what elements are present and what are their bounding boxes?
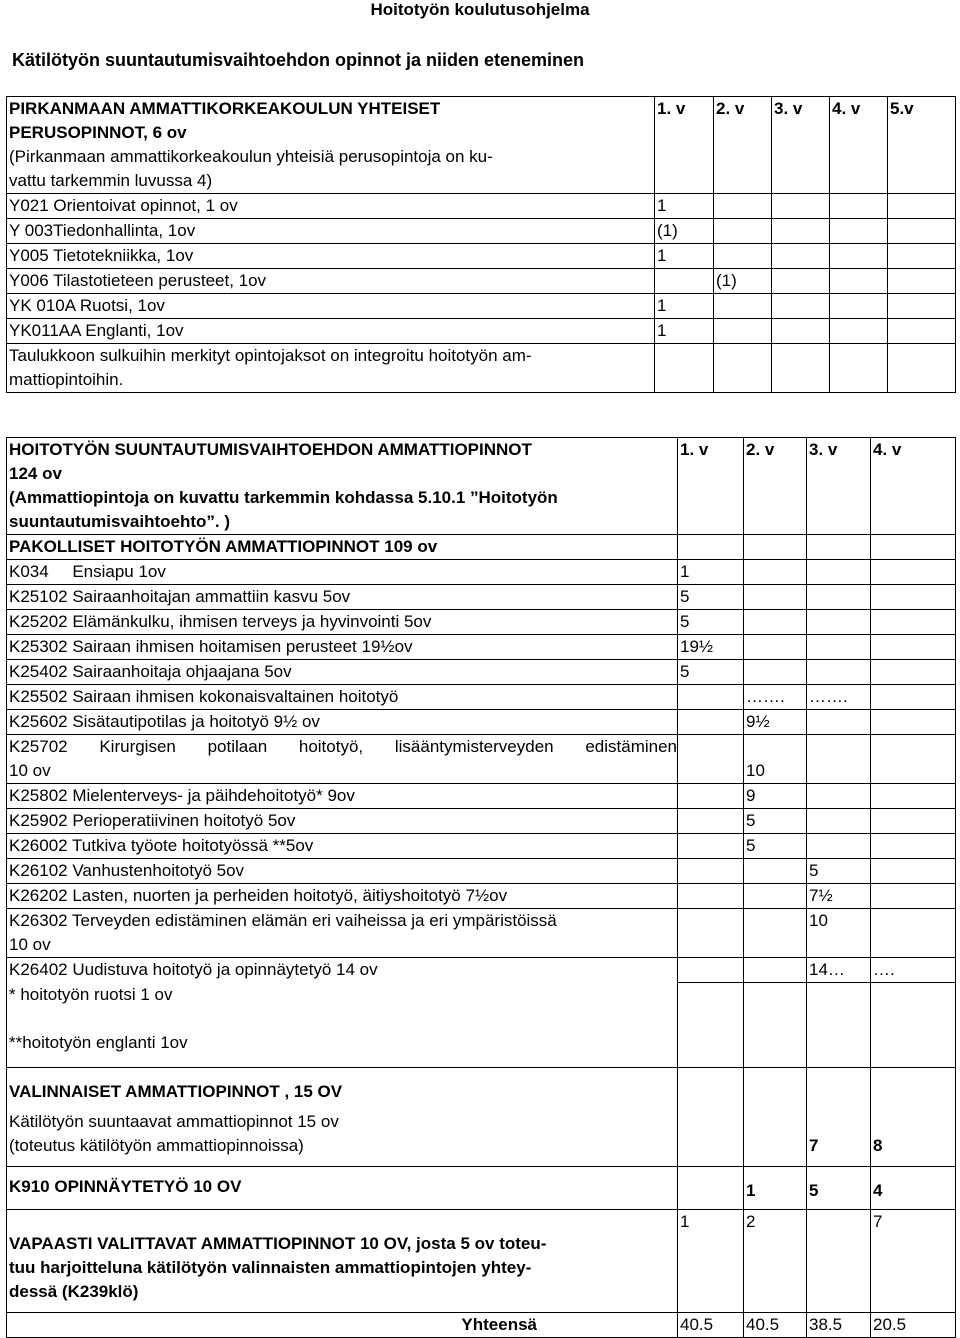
elective-line: Kätilötyön suuntaavat ammattiopinnot 15 ov: [9, 1111, 339, 1131]
year-cell: [678, 958, 744, 983]
year-cell: [807, 535, 871, 560]
table-row: [7, 244, 956, 269]
heading-line: suuntautumisvaihtoehto”. ): [9, 512, 230, 531]
heading-line: PERUSOPINNOT, 6 ov: [9, 123, 187, 142]
year-cell: [871, 983, 956, 1068]
year-cell: [714, 294, 772, 319]
year-cell: [830, 344, 888, 393]
year-cell: [655, 269, 714, 294]
year-cell: 5: [678, 585, 744, 610]
heading-line: 124 ov: [9, 464, 62, 483]
year-cell: 14…: [807, 958, 871, 983]
year-cell: [678, 685, 744, 710]
year-cell: 10: [807, 909, 871, 958]
year-cell: [772, 269, 830, 294]
year-cell: [807, 1209, 871, 1312]
total-cell: 40.5: [744, 1312, 807, 1337]
course-name: Y021 Orientoivat opinnot, 1 ov: [7, 194, 655, 219]
table-row: [7, 194, 956, 219]
year-cell: [714, 194, 772, 219]
course-name: K25402 Sairaanhoitaja ohjaajana 5ov: [7, 660, 678, 685]
year-cell: [744, 884, 807, 909]
year-cell: 4: [871, 1166, 956, 1209]
course-name: K25802 Mielenterveys- ja päihdehoitotyö* 9ov: [7, 784, 678, 809]
year-cell: [830, 269, 888, 294]
course-name: K25202 Elämänkulku, ihmisen terveys ja hyvinvointi 5ov: [7, 610, 678, 635]
course-line: 10 ov: [9, 761, 51, 780]
year-cell: [807, 585, 871, 610]
course-name: K26002 Tutkiva työote hoitotyössä **5ov: [7, 834, 678, 859]
year-cell: [871, 660, 956, 685]
year-cell: ….: [871, 958, 956, 983]
year-header: 1. v: [655, 97, 714, 194]
year-cell: [871, 859, 956, 884]
year-cell: [678, 784, 744, 809]
table-note: [7, 344, 655, 393]
year-cell: [871, 809, 956, 834]
year-cell: [744, 610, 807, 635]
heading-line: HOITOTYÖN SUUNTAUTUMISVAIHTOEHDON AMMATTIOPINNOT: [9, 440, 532, 459]
year-cell: …….: [744, 685, 807, 710]
year-cell: [714, 344, 772, 393]
footnote-line: * hoitotyön ruotsi 1 ov: [9, 984, 173, 1004]
year-cell: [871, 685, 956, 710]
document-subtitle: Kätilötyön suuntautumisvaihtoehdon opinnot ja niiden eteneminen: [12, 50, 585, 70]
year-cell: [807, 784, 871, 809]
note-line: mattiopintoihin.: [9, 370, 124, 389]
year-cell: [744, 1067, 807, 1166]
year-cell: [871, 635, 956, 660]
elective-heading: VALINNAISET AMMATTIOPINNOT , 15 OV: [9, 1081, 343, 1101]
footnote: [7, 983, 678, 1068]
document-title: Hoitotyön koulutusohjelma: [370, 0, 590, 19]
year-cell: [772, 244, 830, 269]
table-row: [7, 294, 956, 319]
year-cell: …….: [807, 685, 871, 710]
year-cell: [830, 294, 888, 319]
year-header: 2. v: [744, 438, 807, 535]
year-header: 3. v: [807, 438, 871, 535]
year-cell: 7: [807, 1067, 871, 1166]
table-row: [7, 319, 956, 344]
year-cell: 5: [744, 809, 807, 834]
year-cell: [830, 319, 888, 344]
year-header: 4. v: [830, 97, 888, 194]
year-cell: [888, 319, 956, 344]
course-name: K25302 Sairaan ihmisen hoitamisen perusteet 19½ov: [7, 635, 678, 660]
spacer: [9, 1007, 677, 1031]
year-cell: 1: [655, 294, 714, 319]
year-header: 5.v: [888, 97, 956, 194]
year-cell: 5: [807, 1166, 871, 1209]
table-row: [7, 344, 956, 393]
course-name: [7, 909, 678, 958]
year-cell: 9½: [744, 710, 807, 735]
free-line: tuu harjoitteluna kätilötyön valinnaisten ammattiopintojen yhtey-: [9, 1257, 532, 1277]
year-cell: [871, 909, 956, 958]
year-header: 4. v: [871, 438, 956, 535]
year-cell: 1: [655, 194, 714, 219]
course-line: K26302 Terveyden edistäminen elämän eri vaiheissa ja eri ympäristöissä: [9, 911, 557, 930]
total-label: Yhteensä: [7, 1312, 678, 1337]
year-cell: 7½: [807, 884, 871, 909]
year-cell: [678, 909, 744, 958]
year-cell: [714, 219, 772, 244]
year-cell: [807, 660, 871, 685]
course-name: K034 Ensiapu 1ov: [7, 560, 678, 585]
year-cell: 1: [655, 319, 714, 344]
spacer: [9, 1210, 677, 1232]
year-cell: [830, 194, 888, 219]
course-name: K25602 Sisätautipotilas ja hoitotyö 9½ ov: [7, 710, 678, 735]
course-name: Y006 Tilastotieteen perusteet, 1ov: [7, 269, 655, 294]
year-cell: 8: [871, 1067, 956, 1166]
basic-studies-table: [6, 96, 956, 393]
year-cell: [678, 859, 744, 884]
course-name: [7, 735, 678, 784]
year-cell: [888, 244, 956, 269]
year-cell: [888, 269, 956, 294]
spacer: [9, 1068, 677, 1080]
year-cell: [888, 194, 956, 219]
year-cell: [871, 884, 956, 909]
year-cell: [807, 710, 871, 735]
course-name: K25502 Sairaan ihmisen kokonaisvaltainen hoitotyö: [7, 685, 678, 710]
year-cell: 10: [744, 735, 807, 784]
year-header: 2. v: [714, 97, 772, 194]
year-cell: 7: [871, 1209, 956, 1312]
year-cell: 19½: [678, 635, 744, 660]
heading-line: PIRKANMAAN AMMATTIKORKEAKOULUN YHTEISET: [9, 99, 441, 118]
year-cell: 5: [678, 610, 744, 635]
total-cell: 40.5: [678, 1312, 744, 1337]
free-line: dessä (K239klö): [9, 1281, 139, 1301]
course-name: K25102 Sairaanhoitajan ammattiin kasvu 5ov: [7, 585, 678, 610]
year-cell: [678, 1067, 744, 1166]
year-cell: [678, 983, 744, 1068]
year-cell: [744, 535, 807, 560]
year-cell: 1: [678, 560, 744, 585]
year-cell: [871, 560, 956, 585]
spacer: [9, 1158, 677, 1166]
spacer: [9, 1304, 677, 1312]
year-cell: [744, 560, 807, 585]
professional-studies-table: [6, 437, 956, 1338]
footnote-line: **hoitotyön englanti 1ov: [9, 1032, 188, 1052]
year-cell: [744, 660, 807, 685]
spacer: [9, 1055, 677, 1067]
course-name: K26402 Uudistuva hoitotyö ja opinnäytetyö 14 ov: [7, 958, 678, 983]
year-cell: [678, 834, 744, 859]
year-cell: 1: [744, 1166, 807, 1209]
course-line: 10 ov: [9, 935, 51, 954]
year-cell: [871, 784, 956, 809]
course-name: Y005 Tietotekniikka, 1ov: [7, 244, 655, 269]
year-cell: [807, 635, 871, 660]
heading-line: (Pirkanmaan ammattikorkeakoulun yhteisiä perusopintoja on ku-: [9, 147, 493, 166]
year-cell: [744, 859, 807, 884]
year-cell: [678, 735, 744, 784]
year-cell: [871, 585, 956, 610]
year-cell: 1: [655, 244, 714, 269]
year-cell: [807, 735, 871, 784]
year-header: 3. v: [772, 97, 830, 194]
year-cell: 9: [744, 784, 807, 809]
year-cell: [772, 219, 830, 244]
course-name: K26102 Vanhustenhoitotyö 5ov: [7, 859, 678, 884]
free-line: VAPAASTI VALITTAVAT AMMATTIOPINNOT 10 OV, josta 5 ov toteu-: [9, 1233, 547, 1253]
thesis-row: K910 OPINNÄYTETYÖ 10 OV: [7, 1166, 678, 1209]
total-cell: 20.5: [871, 1312, 956, 1337]
year-cell: (1): [714, 269, 772, 294]
table-row: [7, 219, 956, 244]
heading-line: (Ammattiopintoja on kuvattu tarkemmin kohdassa 5.10.1 ”Hoitotyön: [9, 488, 558, 507]
year-cell: [807, 834, 871, 859]
year-cell: [888, 344, 956, 393]
year-cell: [744, 585, 807, 610]
total-cell: 38.5: [807, 1312, 871, 1337]
year-cell: [772, 319, 830, 344]
year-cell: [871, 735, 956, 784]
year-cell: [772, 344, 830, 393]
year-cell: 1: [678, 1209, 744, 1312]
year-cell: [678, 884, 744, 909]
year-cell: 5: [744, 834, 807, 859]
year-cell: [714, 319, 772, 344]
course-name: YK011AA Englanti, 1ov: [7, 319, 655, 344]
year-cell: [830, 219, 888, 244]
heading-line: vattu tarkemmin luvussa 4): [9, 171, 213, 190]
year-cell: [888, 219, 956, 244]
year-cell: [678, 1166, 744, 1209]
year-cell: [714, 244, 772, 269]
year-cell: [744, 958, 807, 983]
basic-studies-heading: [7, 97, 655, 194]
table-row: [7, 269, 956, 294]
year-cell: [655, 344, 714, 393]
mandatory-heading: PAKOLLISET HOITOTYÖN AMMATTIOPINNOT 109 ov: [7, 535, 678, 560]
year-cell: [807, 809, 871, 834]
year-cell: (1): [655, 219, 714, 244]
course-name: Y 003Tiedonhallinta, 1ov: [7, 219, 655, 244]
year-cell: [678, 710, 744, 735]
course-name: K26202 Lasten, nuorten ja perheiden hoitotyö, äitiyshoitotyö 7½ov: [7, 884, 678, 909]
year-cell: [807, 983, 871, 1068]
year-cell: [678, 809, 744, 834]
course-name: YK 010A Ruotsi, 1ov: [7, 294, 655, 319]
year-cell: [772, 194, 830, 219]
year-cell: [678, 535, 744, 560]
year-cell: 5: [807, 859, 871, 884]
note-line: Taulukkoon sulkuihin merkityt opintojaksot on integroitu hoitotyön am-: [9, 346, 532, 365]
year-cell: [830, 244, 888, 269]
year-cell: [807, 610, 871, 635]
year-cell: [772, 294, 830, 319]
year-cell: [871, 834, 956, 859]
year-cell: [744, 909, 807, 958]
year-cell: [871, 535, 956, 560]
year-cell: 2: [744, 1209, 807, 1312]
year-header: 1. v: [678, 438, 744, 535]
elective-studies: [7, 1067, 678, 1166]
elective-line: (toteutus kätilötyön ammattiopinnoissa): [9, 1135, 304, 1155]
year-cell: [871, 710, 956, 735]
year-cell: [888, 294, 956, 319]
year-cell: [807, 560, 871, 585]
course-name: K25902 Perioperatiivinen hoitotyö 5ov: [7, 809, 678, 834]
course-line: K25702 Kirurgisen potilaan hoitotyö, lisääntymisterveyden edistäminen: [9, 737, 677, 756]
year-cell: [744, 635, 807, 660]
free-electives: [7, 1209, 678, 1312]
year-cell: 5: [678, 660, 744, 685]
year-cell: [871, 610, 956, 635]
professional-studies-heading: [7, 438, 678, 535]
year-cell: [744, 983, 807, 1068]
